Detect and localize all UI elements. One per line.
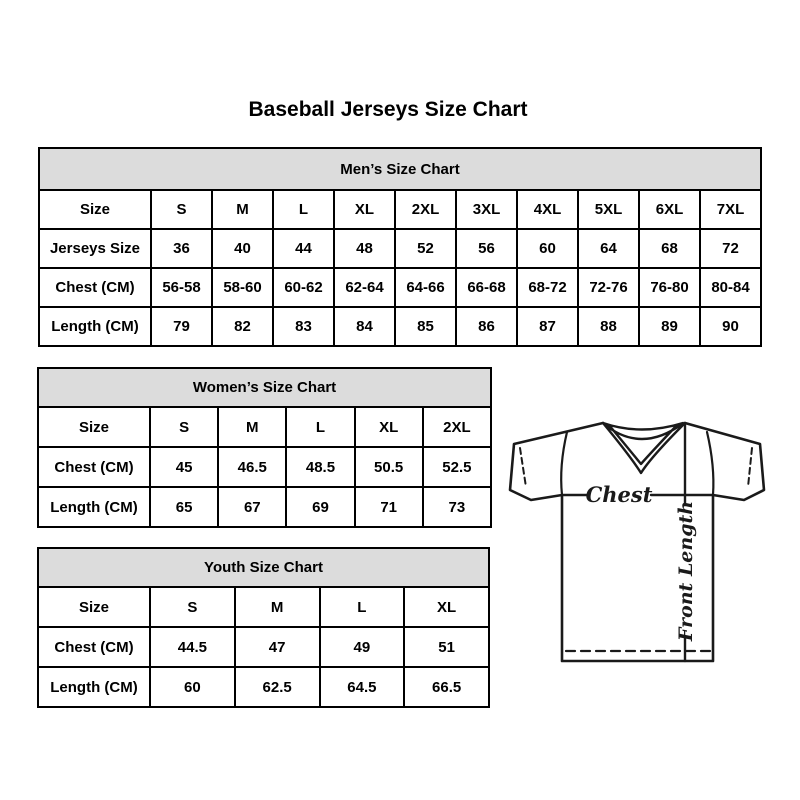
- table-title-row: [38, 368, 491, 407]
- value-cell: 49: [320, 627, 405, 667]
- row-label-cell: Jerseys Size: [39, 229, 151, 268]
- row-label-cell: Chest (CM): [38, 627, 150, 667]
- left-sleeve-hem-dash-icon: [520, 448, 526, 487]
- table-row: [39, 229, 761, 268]
- value-cell: 89: [639, 307, 700, 346]
- value-cell: 72-76: [578, 268, 639, 307]
- value-cell: 44: [273, 229, 334, 268]
- value-cell: 68-72: [517, 268, 578, 307]
- value-cell: 62-64: [334, 268, 395, 307]
- row-label-cell: Size: [38, 407, 150, 447]
- value-cell: 5XL: [578, 190, 639, 229]
- value-cell: M: [218, 407, 286, 447]
- value-cell: 44.5: [150, 627, 235, 667]
- table-title-row: [39, 148, 761, 190]
- row-label-cell: Size: [38, 587, 150, 627]
- table-title-row: [38, 548, 489, 587]
- womens-table-title: Women’s Size Chart: [38, 368, 491, 407]
- row-label-cell: Chest (CM): [38, 447, 150, 487]
- value-cell: 86: [456, 307, 517, 346]
- value-cell: 2XL: [423, 407, 491, 447]
- jersey-measurement-diagram: [500, 410, 772, 682]
- value-cell: L: [320, 587, 405, 627]
- table-row: [39, 268, 761, 307]
- value-cell: S: [150, 407, 218, 447]
- value-cell: 47: [235, 627, 320, 667]
- value-cell: 85: [395, 307, 456, 346]
- right-armhole-seam-icon: [707, 432, 713, 495]
- value-cell: 76-80: [639, 268, 700, 307]
- value-cell: M: [235, 587, 320, 627]
- table-row: [38, 407, 491, 447]
- row-label-cell: Chest (CM): [39, 268, 151, 307]
- table-row: [39, 307, 761, 346]
- table-row: [38, 627, 489, 667]
- value-cell: 71: [355, 487, 423, 527]
- value-cell: 40: [212, 229, 273, 268]
- row-label-cell: Length (CM): [39, 307, 151, 346]
- womens-size-table: [37, 367, 492, 528]
- value-cell: 84: [334, 307, 395, 346]
- left-armhole-seam-icon: [561, 432, 567, 495]
- value-cell: 56: [456, 229, 517, 268]
- value-cell: 69: [286, 487, 354, 527]
- value-cell: 2XL: [395, 190, 456, 229]
- youth-table-title: Youth Size Chart: [38, 548, 489, 587]
- value-cell: 50.5: [355, 447, 423, 487]
- value-cell: 72: [700, 229, 761, 268]
- mens-size-table: [38, 147, 762, 347]
- value-cell: M: [212, 190, 273, 229]
- value-cell: 83: [273, 307, 334, 346]
- value-cell: 82: [212, 307, 273, 346]
- row-label-cell: Size: [39, 190, 151, 229]
- value-cell: XL: [355, 407, 423, 447]
- value-cell: 64: [578, 229, 639, 268]
- mens-table-title: Men’s Size Chart: [39, 148, 761, 190]
- value-cell: 68: [639, 229, 700, 268]
- value-cell: 52: [395, 229, 456, 268]
- value-cell: 62.5: [235, 667, 320, 707]
- value-cell: 67: [218, 487, 286, 527]
- value-cell: 45: [150, 447, 218, 487]
- value-cell: 73: [423, 487, 491, 527]
- value-cell: 60: [150, 667, 235, 707]
- value-cell: XL: [404, 587, 489, 627]
- value-cell: 90: [700, 307, 761, 346]
- value-cell: 60: [517, 229, 578, 268]
- table-row: [38, 447, 491, 487]
- value-cell: 56-58: [151, 268, 212, 307]
- value-cell: 64-66: [395, 268, 456, 307]
- value-cell: 58-60: [212, 268, 273, 307]
- value-cell: 7XL: [700, 190, 761, 229]
- collar-icon: [603, 423, 685, 473]
- table-row: [38, 587, 489, 627]
- front-length-label: Front Length: [675, 500, 697, 642]
- value-cell: S: [151, 190, 212, 229]
- value-cell: 80-84: [700, 268, 761, 307]
- right-sleeve-hem-dash-icon: [748, 448, 752, 487]
- chest-label: Chest: [585, 482, 653, 507]
- value-cell: 64.5: [320, 667, 405, 707]
- value-cell: 6XL: [639, 190, 700, 229]
- value-cell: 4XL: [517, 190, 578, 229]
- value-cell: 36: [151, 229, 212, 268]
- value-cell: 48.5: [286, 447, 354, 487]
- value-cell: 60-62: [273, 268, 334, 307]
- table-row: [38, 487, 491, 527]
- value-cell: 65: [150, 487, 218, 527]
- value-cell: 66-68: [456, 268, 517, 307]
- youth-size-table: [37, 547, 490, 708]
- value-cell: XL: [334, 190, 395, 229]
- row-label-cell: Length (CM): [38, 487, 150, 527]
- value-cell: 52.5: [423, 447, 491, 487]
- value-cell: 66.5: [404, 667, 489, 707]
- value-cell: S: [150, 587, 235, 627]
- value-cell: 51: [404, 627, 489, 667]
- value-cell: 88: [578, 307, 639, 346]
- table-row: [38, 667, 489, 707]
- value-cell: L: [286, 407, 354, 447]
- value-cell: 3XL: [456, 190, 517, 229]
- value-cell: 48: [334, 229, 395, 268]
- value-cell: L: [273, 190, 334, 229]
- page-title: Baseball Jerseys Size Chart: [248, 98, 528, 121]
- value-cell: 79: [151, 307, 212, 346]
- value-cell: 46.5: [218, 447, 286, 487]
- row-label-cell: Length (CM): [38, 667, 150, 707]
- table-row: [39, 190, 761, 229]
- value-cell: 87: [517, 307, 578, 346]
